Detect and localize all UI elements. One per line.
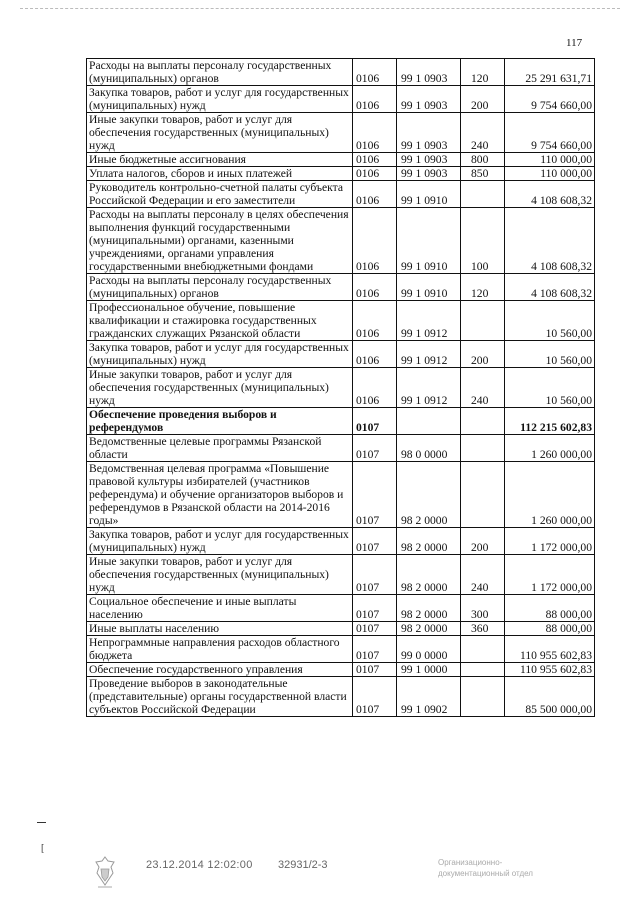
expense-name-cell: Ведомственная целевая программа «Повышение правовой культуры избирателей (участников референдума) и обучение организаторов выборов и референдумов в Рязанской области на 2014-2016 годы» [87, 462, 353, 528]
table-row [87, 622, 595, 636]
target-article-cell: 99 1 0903 [397, 113, 461, 153]
expense-name-cell: Закупка товаров, работ и услуг для государственных (муниципальных) нужд [87, 86, 353, 113]
section-code-cell: 0107 [353, 408, 397, 435]
stamp-department-line1: Организационно- [438, 858, 503, 867]
stamp-document-id: 32931/2-3 [278, 859, 328, 871]
amount-cell: 4 108 608,32 [505, 208, 595, 274]
expense-type-cell [461, 462, 505, 528]
table-row [87, 113, 595, 153]
target-article-cell: 99 1 0910 [397, 208, 461, 274]
section-code-cell: 0107 [353, 677, 397, 717]
amount-cell: 110 955 602,83 [505, 663, 595, 677]
expense-name-cell: Иные выплаты населению [87, 622, 353, 636]
expense-type-cell: 300 [461, 595, 505, 622]
expense-name-cell: Расходы на выплаты персоналу государственных (муниципальных) органов [87, 59, 353, 86]
target-article-cell: 99 1 0000 [397, 663, 461, 677]
target-article-cell: 98 2 0000 [397, 462, 461, 528]
target-article-cell: 99 1 0912 [397, 341, 461, 368]
amount-cell: 10 560,00 [505, 301, 595, 341]
amount-cell: 112 215 602,83 [505, 408, 595, 435]
expense-name-cell: Профессиональное обучение, повышение квалификации и стажировка государственных гражданских служащих Рязанской области [87, 301, 353, 341]
target-article-cell: 98 0 0000 [397, 435, 461, 462]
expense-name-cell: Руководитель контрольно-счетной палаты субъекта Российской Федерации и его заместители [87, 181, 353, 208]
section-code-cell: 0107 [353, 528, 397, 555]
footer [0, 855, 640, 895]
section-code-cell: 0106 [353, 113, 397, 153]
coat-of-arms-icon [92, 855, 118, 889]
expense-type-cell: 100 [461, 208, 505, 274]
budget-table [86, 58, 595, 717]
stamp-department-line2: документационный отдел [438, 869, 533, 878]
section-code-cell: 0107 [353, 555, 397, 595]
target-article-cell: 98 2 0000 [397, 622, 461, 636]
table-row [87, 181, 595, 208]
table-row [87, 408, 595, 435]
expense-name-cell: Уплата налогов, сборов и иных платежей [87, 167, 353, 181]
margin-mark-bracket: [ [41, 843, 45, 854]
amount-cell: 10 560,00 [505, 368, 595, 408]
target-article-cell: 99 0 0000 [397, 636, 461, 663]
expense-type-cell: 120 [461, 59, 505, 86]
table-row [87, 677, 595, 717]
table-row [87, 59, 595, 86]
stamp-department [438, 857, 533, 879]
expense-type-cell: 800 [461, 153, 505, 167]
amount-cell: 1 260 000,00 [505, 462, 595, 528]
margin-mark [37, 822, 46, 823]
section-code-cell: 0106 [353, 341, 397, 368]
page-number: 117 [566, 37, 583, 49]
expense-type-cell [461, 408, 505, 435]
expense-name-cell: Иные закупки товаров, работ и услуг для обеспечения государственных (муниципальных) нужд [87, 555, 353, 595]
expense-type-cell: 120 [461, 274, 505, 301]
expense-type-cell [461, 301, 505, 341]
amount-cell: 1 172 000,00 [505, 528, 595, 555]
amount-cell: 110 955 602,83 [505, 636, 595, 663]
amount-cell: 9 754 660,00 [505, 113, 595, 153]
expense-name-cell: Непрограммные направления расходов областного бюджета [87, 636, 353, 663]
expense-type-cell: 200 [461, 86, 505, 113]
amount-cell: 85 500 000,00 [505, 677, 595, 717]
target-article-cell: 99 1 0903 [397, 59, 461, 86]
section-code-cell: 0106 [353, 86, 397, 113]
budget-table-body [87, 59, 595, 717]
section-code-cell: 0107 [353, 595, 397, 622]
amount-cell: 110 000,00 [505, 153, 595, 167]
target-article-cell: 99 1 0912 [397, 368, 461, 408]
section-code-cell: 0107 [353, 663, 397, 677]
section-code-cell: 0106 [353, 59, 397, 86]
expense-type-cell: 240 [461, 555, 505, 595]
amount-cell: 25 291 631,71 [505, 59, 595, 86]
target-article-cell: 99 1 0903 [397, 86, 461, 113]
target-article-cell: 98 2 0000 [397, 595, 461, 622]
amount-cell: 88 000,00 [505, 595, 595, 622]
expense-name-cell: Социальное обеспечение и иные выплаты населению [87, 595, 353, 622]
expense-name-cell: Обеспечение государственного управления [87, 663, 353, 677]
target-article-cell: 99 1 0912 [397, 301, 461, 341]
table-row [87, 663, 595, 677]
table-row [87, 555, 595, 595]
expense-name-cell: Обеспечение проведения выборов и референдумов [87, 408, 353, 435]
amount-cell: 110 000,00 [505, 167, 595, 181]
expense-name-cell: Иные закупки товаров, работ и услуг для обеспечения государственных (муниципальных) нужд [87, 368, 353, 408]
target-article-cell: 98 2 0000 [397, 528, 461, 555]
table-row [87, 301, 595, 341]
expense-type-cell: 200 [461, 528, 505, 555]
table-row [87, 462, 595, 528]
table-row [87, 528, 595, 555]
amount-cell: 9 754 660,00 [505, 86, 595, 113]
scan-top-edge [20, 8, 620, 9]
target-article-cell [397, 408, 461, 435]
expense-type-cell [461, 677, 505, 717]
expense-name-cell: Закупка товаров, работ и услуг для государственных (муниципальных) нужд [87, 528, 353, 555]
target-article-cell: 99 1 0910 [397, 181, 461, 208]
expense-type-cell: 200 [461, 341, 505, 368]
expense-type-cell [461, 181, 505, 208]
section-code-cell: 0106 [353, 208, 397, 274]
expense-name-cell: Иные бюджетные ассигнования [87, 153, 353, 167]
table-row [87, 274, 595, 301]
expense-type-cell: 240 [461, 113, 505, 153]
table-row [87, 636, 595, 663]
expense-name-cell: Расходы на выплаты персоналу в целях обеспечения выполнения функций государственными (муниципальными) органами, казенными учреждениями, органами управления государственными внебюджетными фондами [87, 208, 353, 274]
amount-cell: 4 108 608,32 [505, 274, 595, 301]
section-code-cell: 0107 [353, 462, 397, 528]
expense-name-cell: Проведение выборов в законодательные (представительные) органы государственной власти субъектов Российской Федерации [87, 677, 353, 717]
expense-type-cell [461, 435, 505, 462]
expense-name-cell: Иные закупки товаров, работ и услуг для обеспечения государственных (муниципальных) нужд [87, 113, 353, 153]
table-row [87, 153, 595, 167]
section-code-cell: 0106 [353, 274, 397, 301]
table-row [87, 435, 595, 462]
expense-name-cell: Ведомственные целевые программы Рязанской области [87, 435, 353, 462]
target-article-cell: 98 2 0000 [397, 555, 461, 595]
expense-type-cell: 850 [461, 167, 505, 181]
expense-type-cell: 240 [461, 368, 505, 408]
target-article-cell: 99 1 0903 [397, 153, 461, 167]
table-row [87, 368, 595, 408]
stamp-date: 23.12.2014 12:02:00 [146, 859, 253, 871]
expense-name-cell: Закупка товаров, работ и услуг для государственных (муниципальных) нужд [87, 341, 353, 368]
expense-name-cell: Расходы на выплаты персоналу государственных (муниципальных) органов [87, 274, 353, 301]
amount-cell: 1 260 000,00 [505, 435, 595, 462]
section-code-cell: 0106 [353, 153, 397, 167]
table-row [87, 167, 595, 181]
expense-type-cell: 360 [461, 622, 505, 636]
section-code-cell: 0106 [353, 167, 397, 181]
table-row [87, 341, 595, 368]
target-article-cell: 99 1 0910 [397, 274, 461, 301]
section-code-cell: 0106 [353, 181, 397, 208]
amount-cell: 1 172 000,00 [505, 555, 595, 595]
section-code-cell: 0107 [353, 636, 397, 663]
section-code-cell: 0106 [353, 301, 397, 341]
expense-type-cell [461, 636, 505, 663]
table-row [87, 86, 595, 113]
target-article-cell: 99 1 0903 [397, 167, 461, 181]
table-row [87, 208, 595, 274]
amount-cell: 10 560,00 [505, 341, 595, 368]
table-row [87, 595, 595, 622]
section-code-cell: 0107 [353, 435, 397, 462]
amount-cell: 88 000,00 [505, 622, 595, 636]
section-code-cell: 0107 [353, 622, 397, 636]
expense-type-cell [461, 663, 505, 677]
amount-cell: 4 108 608,32 [505, 181, 595, 208]
target-article-cell: 99 1 0902 [397, 677, 461, 717]
section-code-cell: 0106 [353, 368, 397, 408]
